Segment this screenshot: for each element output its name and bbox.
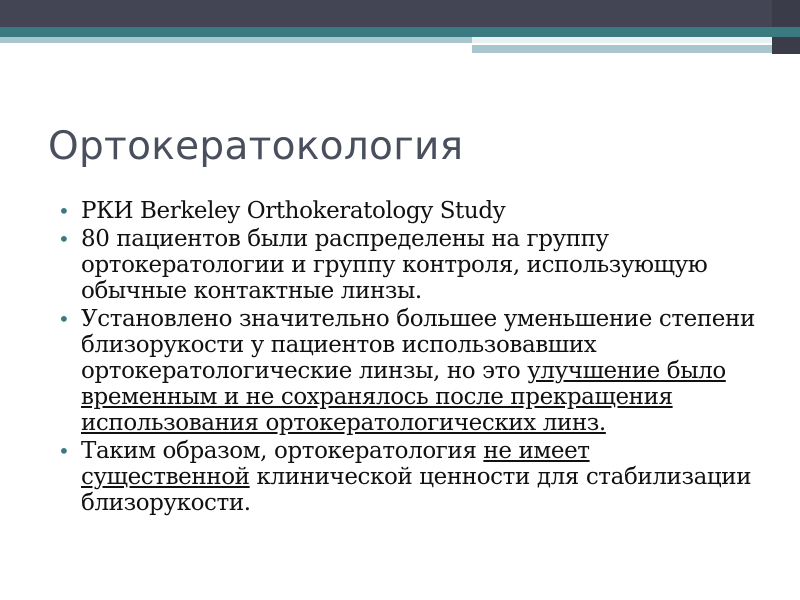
bullet-underlined-text: улучшение было временным и не сохранялось после прекращения использования ортокератологических линз. [81, 358, 726, 436]
bullet-icon: • [58, 199, 70, 223]
bullet-text: Таким образом, ортокератология [81, 438, 484, 464]
header-light-band-right-lower [472, 45, 772, 53]
bullet-text: Установлено значительно большее уменьшение степени близорукости у пациентов использовавших ортокератологические линзы, но это [81, 306, 755, 384]
bullet-item [58, 226, 758, 304]
bullet-icon: • [58, 227, 70, 251]
bullet-icon: • [58, 439, 70, 463]
slide-title: Ортокератокология [48, 124, 464, 169]
header-light-band [0, 37, 472, 43]
bullet-text: клинической ценности для стабилизации близорукости. [81, 464, 752, 516]
bullet-item [58, 198, 758, 224]
header-light-band-right [472, 37, 772, 43]
bullet-icon: • [58, 307, 70, 331]
bullet-underlined-text: не имеет существенной [81, 438, 590, 490]
bullet-list [58, 198, 758, 518]
bullet-text: РКИ Berkeley Orthokeratology Study [81, 198, 506, 224]
bullet-text: 80 пациентов были распределены на группу ортокератологии и группу контроля, использующую обычные контактные линзы. [81, 226, 708, 304]
bullet-item [58, 306, 758, 436]
bullet-item [58, 438, 758, 516]
header-bar [0, 0, 800, 27]
header-accent-band [0, 27, 800, 37]
